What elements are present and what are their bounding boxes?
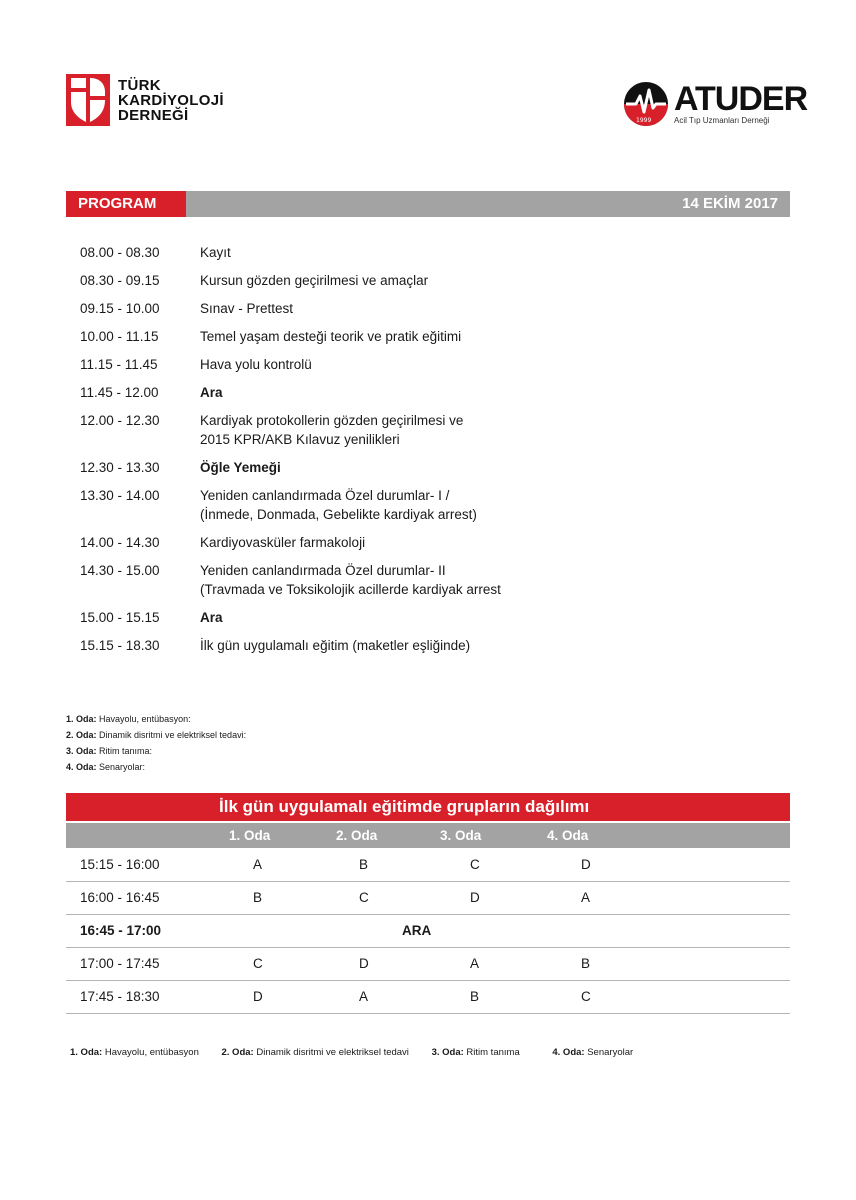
schedule-row <box>80 561 760 599</box>
table-cell: D <box>253 989 263 1004</box>
groups-title-bar <box>66 793 790 821</box>
schedule-row <box>80 355 760 374</box>
schedule-time: 09.15 - 10.00 <box>80 301 160 316</box>
schedule-activity: Yeniden canlandırmada Özel durumlar- II <box>200 563 446 578</box>
table-row <box>66 948 790 981</box>
groups-header-cell: 4. Oda <box>547 828 589 843</box>
room-note <box>66 759 246 775</box>
schedule-activity: Ara <box>200 610 223 625</box>
table-row <box>66 849 790 882</box>
schedule-activity-line2: 2015 KPR/AKB Kılavuz yenilikleri <box>200 432 400 447</box>
table-cell: B <box>581 956 591 971</box>
schedule-activity: Kursun gözden geçirilmesi ve amaçlar <box>200 273 429 288</box>
heart-logo-icon <box>66 74 110 126</box>
schedule-time: 08.30 - 09.15 <box>80 273 160 288</box>
atuder-logo <box>622 80 807 128</box>
schedule-time: 08.00 - 08.30 <box>80 245 160 260</box>
schedule-row <box>80 458 760 477</box>
schedule-activity: İlk gün uygulamalı eğitim (maketler eşliğinde) <box>200 638 471 653</box>
program-date: 14 EKİM 2017 <box>682 195 778 212</box>
schedule-activity: Kardiyak protokollerin gözden geçirilmesi ve <box>200 413 464 428</box>
room-note-label: 1. Oda: <box>66 714 97 724</box>
table-row <box>66 981 790 1014</box>
row-time: 16:45 - 17:00 <box>80 923 162 938</box>
schedule-activity: Öğle Yemeği <box>200 460 281 475</box>
legend-text: Havayolu, entübasyon <box>104 1047 199 1058</box>
schedule-time: 10.00 - 11.15 <box>80 329 159 344</box>
break-label: ARA <box>402 923 432 938</box>
schedule-time: 14.30 - 15.00 <box>80 563 160 578</box>
program-bar <box>66 191 790 217</box>
table-row <box>66 882 790 915</box>
room-note-label: 4. Oda: <box>66 762 97 772</box>
table-cell: A <box>581 890 591 905</box>
room-note-text: Dinamik disritmi ve elektriksel tedavi: <box>99 730 247 740</box>
schedule-activity-line2: (İnmede, Donmada, Gebelikte kardiyak arrest) <box>200 507 477 522</box>
program-label: PROGRAM <box>66 191 186 217</box>
table-cell: B <box>470 989 480 1004</box>
tkd-line3: DERNEĞİ <box>118 106 189 124</box>
legend-label: 3. Oda: <box>431 1047 464 1058</box>
room-note <box>66 711 246 727</box>
room-note <box>66 727 246 743</box>
table-row-break <box>66 915 790 948</box>
atuder-subtitle: Acil Tıp Uzmanları Derneği <box>674 115 770 125</box>
table-cell: A <box>470 956 480 971</box>
row-time: 16:00 - 16:45 <box>80 890 160 905</box>
legend-text: Dinamik disritmi ve elektriksel tedavi <box>256 1047 409 1058</box>
schedule-list <box>80 243 760 664</box>
table-cell: A <box>359 989 369 1004</box>
row-time: 17:45 - 18:30 <box>80 989 160 1004</box>
table-cell: C <box>581 989 591 1004</box>
groups-header-cell: 1. Oda <box>229 828 271 843</box>
groups-header <box>66 823 790 848</box>
legend-text: Senaryolar <box>587 1047 634 1058</box>
atuder-name: ATUDER <box>674 79 808 118</box>
schedule-activity: Kardiyovasküler farmakoloji <box>200 535 366 550</box>
ecg-heart-icon <box>622 80 670 128</box>
schedule-row <box>80 533 760 552</box>
room-note-text: Havayolu, entübasyon: <box>99 714 191 724</box>
schedule-activity: Sınav - Prettest <box>200 301 294 316</box>
room-note <box>66 743 246 759</box>
table-cell: D <box>359 956 369 971</box>
legend-text: Ritim tanıma <box>466 1047 520 1058</box>
schedule-time: 12.00 - 12.30 <box>80 413 160 428</box>
room-note-text: Ritim tanıma: <box>99 746 153 756</box>
schedule-time: 14.00 - 14.30 <box>80 535 160 550</box>
table-cell: B <box>253 890 263 905</box>
table-cell: C <box>359 890 369 905</box>
schedule-row <box>80 327 760 346</box>
schedule-row <box>80 636 760 655</box>
schedule-time: 15.15 - 18.30 <box>80 638 160 653</box>
schedule-time: 13.30 - 14.00 <box>80 488 160 503</box>
table-cell: B <box>359 857 369 872</box>
table-cell: A <box>253 857 263 872</box>
row-time: 17:00 - 17:45 <box>80 956 160 971</box>
schedule-activity: Hava yolu kontrolü <box>200 357 312 372</box>
tkd-line1: TÜRK <box>118 76 161 94</box>
legend-item <box>222 1047 409 1058</box>
schedule-time: 11.45 - 12.00 <box>80 385 159 400</box>
legend-label: 2. Oda: <box>221 1047 254 1058</box>
schedule-time: 15.00 - 15.15 <box>80 610 160 625</box>
room-legend <box>70 1047 633 1058</box>
schedule-row <box>80 299 760 318</box>
groups-header-cell: 3. Oda <box>440 828 482 843</box>
schedule-row <box>80 486 760 524</box>
room-note-label: 2. Oda: <box>66 730 97 740</box>
schedule-row <box>80 411 760 449</box>
tkd-logo <box>66 74 224 126</box>
room-note-text: Senaryolar: <box>99 762 146 772</box>
groups-title: İlk gün uygulamalı eğitimde grupların dağılımı <box>219 797 590 816</box>
schedule-row <box>80 608 760 627</box>
room-note-label: 3. Oda: <box>66 746 97 756</box>
schedule-row <box>80 243 760 262</box>
schedule-row <box>80 271 760 290</box>
schedule-activity: Temel yaşam desteği teorik ve pratik eğitimi <box>200 329 462 344</box>
table-cell: D <box>581 857 591 872</box>
legend-label: 4. Oda: <box>552 1047 585 1058</box>
schedule-activity: Kayıt <box>200 245 231 260</box>
room-notes <box>66 711 246 775</box>
table-cell: C <box>470 857 480 872</box>
atuder-year: 1999 <box>636 117 652 124</box>
groups-header-cell: 2. Oda <box>336 828 378 843</box>
legend-label: 1. Oda: <box>70 1047 103 1058</box>
schedule-activity-line2: (Travmada ve Toksikolojik acillerde kardiyak arrest <box>200 582 501 597</box>
tkd-line2: KARDİYOLOJİ <box>118 91 224 109</box>
schedule-time: 12.30 - 13.30 <box>80 460 160 475</box>
table-cell: D <box>470 890 480 905</box>
row-time: 15:15 - 16:00 <box>80 857 160 872</box>
schedule-activity: Ara <box>200 385 223 400</box>
table-cell: C <box>253 956 263 971</box>
schedule-activity: Yeniden canlandırmada Özel durumlar- I / <box>200 488 450 503</box>
legend-item <box>70 1047 199 1058</box>
schedule-row <box>80 383 760 402</box>
schedule-time: 11.15 - 11.45 <box>80 357 158 372</box>
legend-item <box>432 1047 520 1058</box>
legend-item <box>552 1047 633 1058</box>
